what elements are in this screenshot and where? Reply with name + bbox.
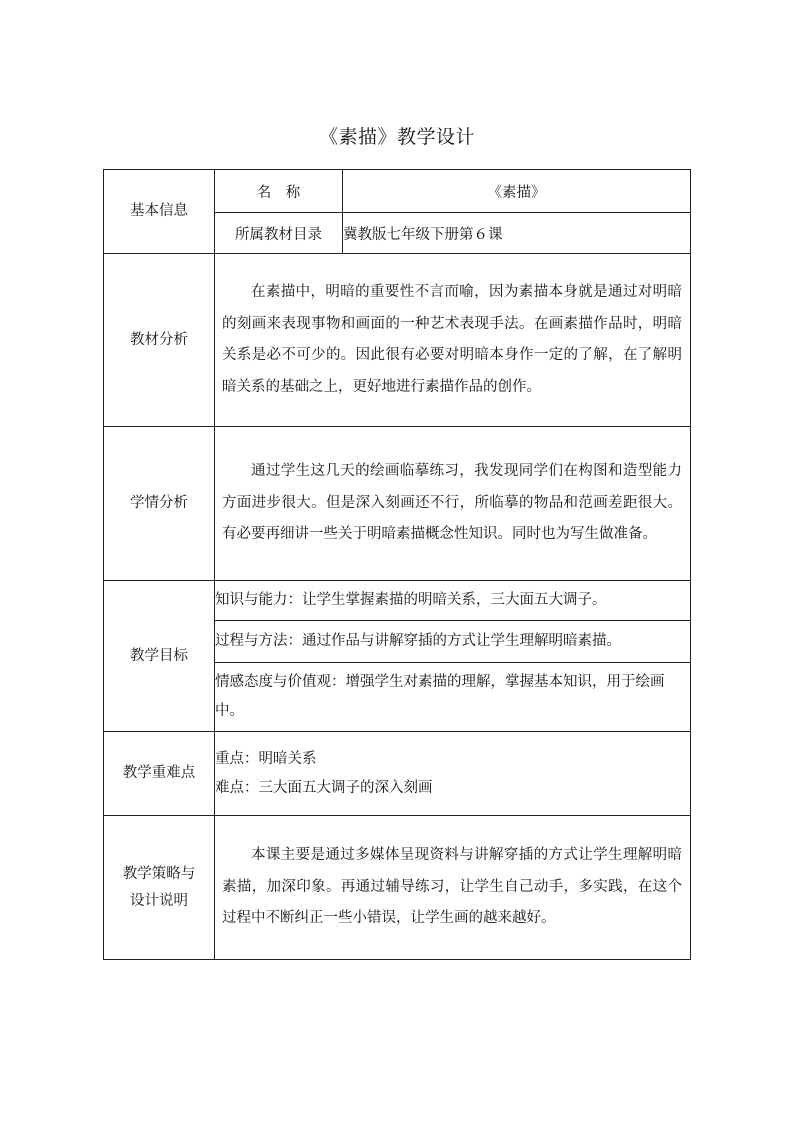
row-objective-1 (104, 581, 691, 621)
basic-info-label: 基本信息 (104, 170, 215, 254)
focus-text: 重点：明暗关系 (215, 750, 317, 767)
objective-item: 知识与能力：让学生掌握素描的明暗关系，三大面五大调子。 (215, 581, 691, 621)
row-strategy (104, 816, 691, 960)
catalog-label: 所属教材目录 (215, 213, 343, 254)
name-value: 《素描》 (343, 170, 691, 213)
row-key-points (104, 732, 691, 816)
material-analysis-label: 教材分析 (104, 254, 215, 427)
strategy-cell (215, 816, 691, 960)
name-label: 名 称 (215, 170, 343, 213)
row-name (104, 170, 691, 213)
strategy-label (104, 816, 215, 960)
key-points-cell (215, 732, 691, 816)
objective-item: 过程与方法：通过作品与讲解穿插的方式让学生理解明暗素描。 (215, 621, 691, 663)
lesson-plan-table (103, 169, 691, 960)
key-points-label: 教学重难点 (104, 732, 215, 816)
strategy-label-line2: 设计说明 (130, 892, 188, 909)
difficulty-text: 难点：三大面五大调子的深入刻画 (215, 779, 433, 796)
row-student-analysis (104, 427, 691, 581)
objectives-label: 教学目标 (104, 581, 215, 732)
document-title: 《素描》教学设计 (318, 126, 475, 148)
catalog-value: 冀教版七年级下册第６课 (343, 213, 691, 254)
objective-item: 情感态度与价值观：增强学生对素描的理解，掌握基本知识，用于绘画中。 (215, 663, 691, 732)
student-analysis-text: 通过学生这几天的绘画临摹练习，我发现同学们在构图和造型能力方面进步很大。但是深入刻画还不行，所临摹的物品和范画差距很大。有必要再细讲一些关于明暗素描概念性知识。同时也为写生做准备。 (222, 463, 682, 543)
strategy-text: 本课主要是通过多媒体呈现资料与讲解穿插的方式让学生理解明暗素描，加深印象。再通过辅导练习，让学生自己动手，多实践，在这个过程中不断纠正一些小错误，让学生画的越来越好。 (222, 847, 682, 927)
student-analysis-cell (215, 427, 691, 581)
material-analysis-cell (215, 254, 691, 427)
strategy-label-line1: 教学策略与 (122, 865, 196, 882)
material-analysis-text: 在素描中，明暗的重要性不言而喻，因为素描本身就是通过对明暗的刻画来表现事物和画面的一种艺术表现手法。在画素描作品时，明暗关系是必不可少的。因此很有必要对明暗本身作一定的了解，在了解明暗关系的基础之上，更好地进行素描作品的创作。 (222, 284, 682, 395)
row-material-analysis (104, 254, 691, 427)
student-analysis-label: 学情分析 (104, 427, 215, 581)
